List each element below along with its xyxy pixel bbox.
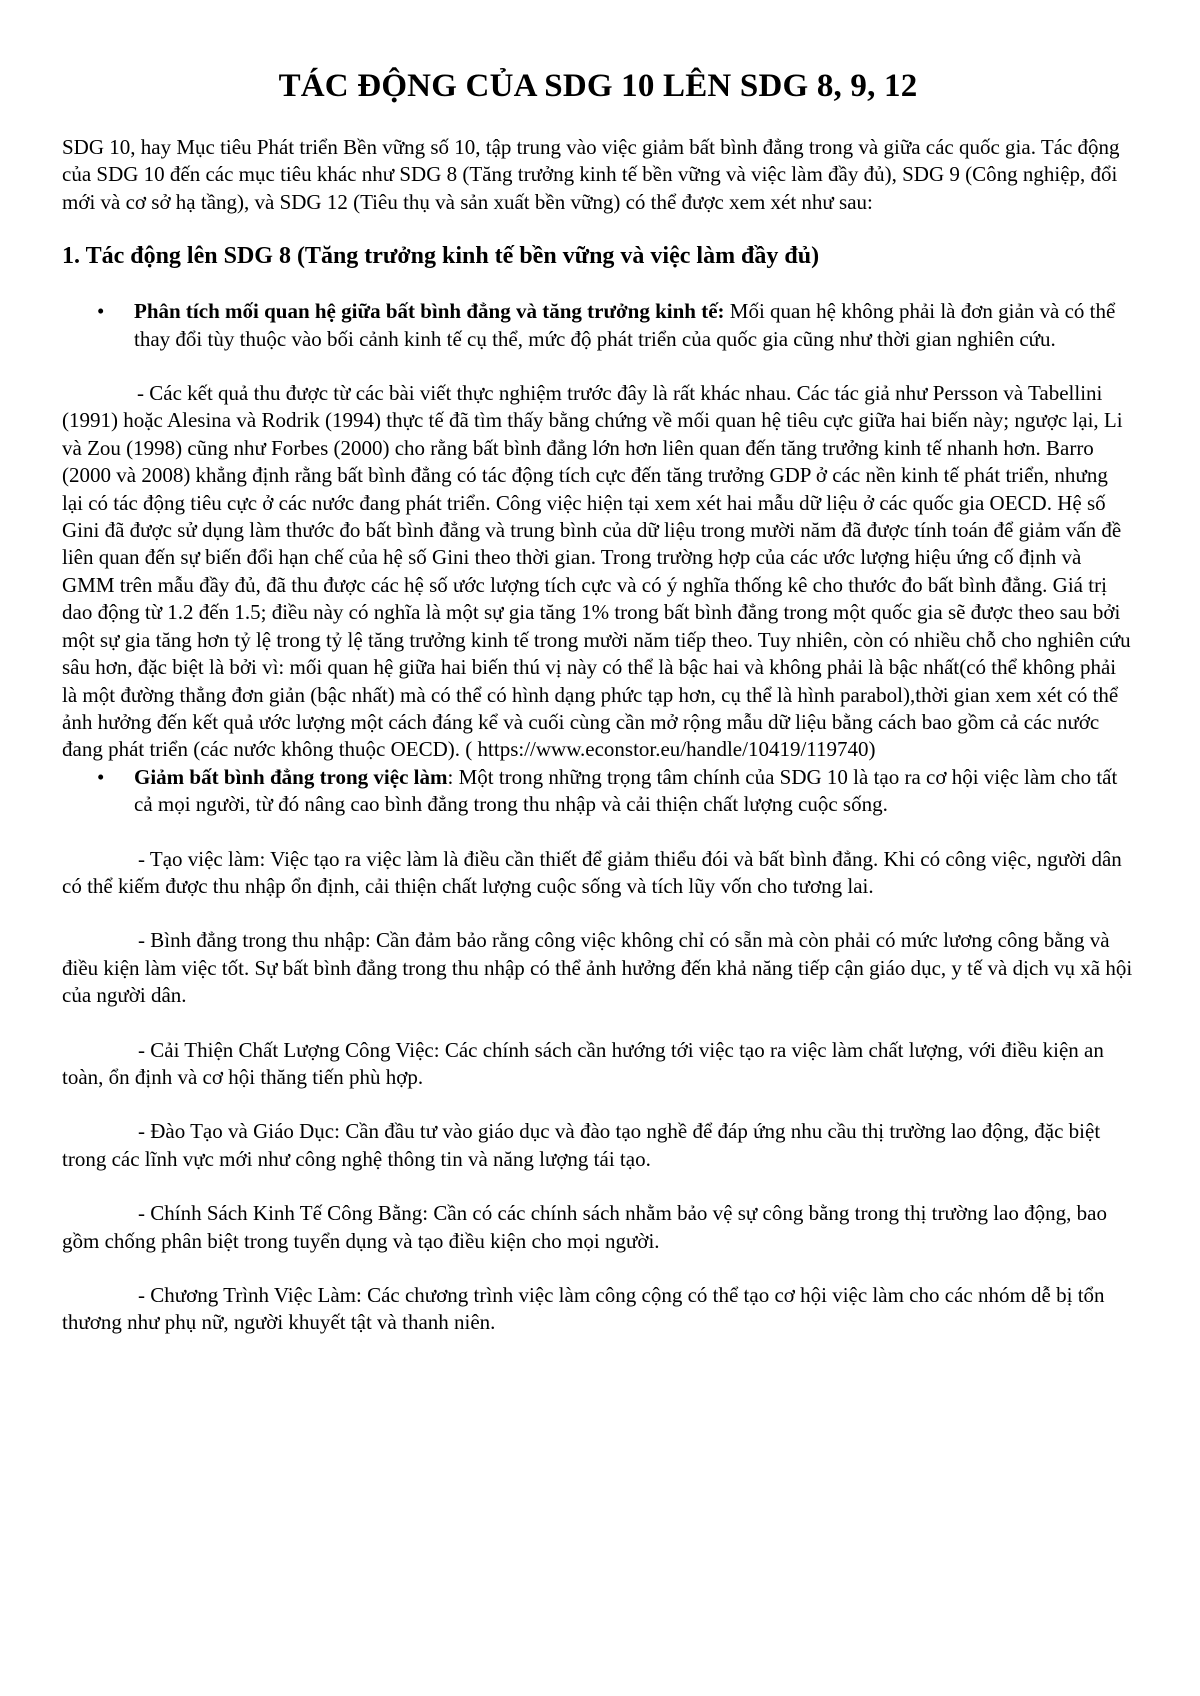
bullet-text [134, 299, 1115, 350]
research-paragraph: - Các kết quả thu được từ các bài viết thực nghiệm trước đây là rất khác nhau. Các tác giả như Persson và Tabellini (1991) hoặc Alesina và Rodrik (1994) thực tế đã tìm thấy bằng chứng về mối quan hệ tiêu cực giữa hai biến này; ngược lại, Li và Zou (1998) cũng như Forbes (2000) cho rằng bất bình đẳng lớn hơn liên quan đến tăng trưởng kinh tế nhanh hơn. Barro (2000 và 2008) khẳng định rằng bất bình đẳng có tác động tích cực đến tăng trưởng GDP ở các nền kinh tế phát triển, nhưng lại có tác động tiêu cực ở các nước đang phát triển. Công việc hiện tại xem xét hai mẫu dữ liệu ở các quốc gia OECD. Hệ số Gini đã được sử dụng làm thước đo bất bình đẳng và trung bình của dữ liệu trong mười năm đã được tính toán để giảm vấn đề liên quan đến sự biến đổi hạn chế của hệ số Gini theo thời gian. Trong trường hợp của các ước lượng hiệu ứng cố định và GMM trên mẫu đầy đủ, đã thu được các hệ số ước lượng tích cực và có ý nghĩa thống kê cho thước đo bất bình đẳng. Giá trị dao động từ 1.2 đến 1.5; điều này có nghĩa là một sự gia tăng 1% trong bất bình đẳng trong một quốc gia sẽ được theo sau bởi một sự gia tăng hơn tỷ lệ trong tỷ lệ tăng trưởng kinh tế trong mười năm tiếp theo. Tuy nhiên, còn có nhiều chỗ cho nghiên cứu sâu hơn, đặc biệt là bởi vì: mối quan hệ giữa hai biến thú vị này có thể là bậc hai và không phải là bậc nhất(có thể không phải là một đường thẳng đơn giản (bậc nhất) mà có thể có hình dạng phức tạp hơn, cụ thể là hình parabol),thời gian xem xét có thể ảnh hưởng đến kết quả ước lượng một cách đáng kể và cuối cùng cần mở rộng mẫu dữ liệu bằng cách bao gồm cả các nước đang phát triển (các nước không thuộc OECD). ( https://www.econstor.eu/handle/10419/119740) [62, 381, 1131, 762]
section-heading-sdg8: 1. Tác động lên SDG 8 (Tăng trưởng kinh tế bền vững và việc làm đầy đủ) [62, 243, 820, 270]
bullet-icon: • [97, 299, 105, 324]
bullet-bold-lead: Phân tích mối quan hệ giữa bất bình đẳng và tăng trưởng kinh tế: [134, 299, 725, 324]
sub-item-income-equality: - Bình đẳng trong thu nhập: Cần đảm bảo rằng công việc không chỉ có sẵn mà còn phải có mức lương công bằng và điều kiện làm việc tốt. Sự bất bình đẳng trong thu nhập có thể ảnh hưởng đến khả năng tiếp cận giáo dục, y tế và dịch vụ xã hội của người dân. [62, 928, 1133, 1008]
sub-item-fair-policy: - Chính Sách Kinh Tế Công Bằng: Cần có các chính sách nhằm bảo vệ sự công bằng trong thị trường lao động, bao gồm chống phân biệt trong tuyển dụng và tạo điều kiện cho mọi người. [62, 1201, 1107, 1253]
list-item [62, 298, 1134, 353]
document-title: TÁC ĐỘNG CỦA SDG 10 LÊN SDG 8, 9, 12 [278, 68, 918, 104]
sub-item-job-quality: - Cải Thiện Chất Lượng Công Việc: Các chính sách cần hướng tới việc tạo ra việc làm chất lượng, với điều kiện an toàn, ổn định và cơ hội thăng tiến phù hợp. [62, 1037, 1104, 1089]
bullet-bold-lead: Giảm bất bình đẳng trong việc làm [134, 764, 448, 789]
bullet-icon: • [97, 764, 105, 789]
intro-paragraph: SDG 10, hay Mục tiêu Phát triển Bền vững số 10, tập trung vào việc giảm bất bình đẳng trong và giữa các quốc gia. Tác động của SDG 10 đến các mục tiêu khác như SDG 8 (Tăng trưởng kinh tế bền vững và việc làm đầy đủ), SDG 9 (Công nghiệp, đổi mới và cơ sở hạ tầng), và SDG 12 (Tiêu thụ và sản xuất bền vững) có thể được xem xét như sau: [62, 135, 1120, 214]
bullet-list [62, 298, 1134, 353]
bullet-text [134, 765, 1117, 816]
list-item [62, 764, 1134, 819]
sub-item-training-education: - Đào Tạo và Giáo Dục: Cần đầu tư vào giáo dục và đào tạo nghề để đáp ứng nhu cầu thị trường lao động, đặc biệt trong các lĩnh vực mới như công nghệ thông tin và năng lượng tái tạo. [62, 1119, 1101, 1171]
bullet-body: : Một trong những trọng tâm chính của SDG 10 là tạo ra cơ hội việc làm cho tất cả mọi người, từ đó nâng cao bình đẳng trong thu nhập và cải thiện chất lượng cuộc sống. [134, 764, 1118, 817]
sub-item-job-creation: - Tạo việc làm: Việc tạo ra việc làm là điều cần thiết để giảm thiểu đói và bất bình đẳng. Khi có công việc, người dân có thể kiếm được thu nhập ổn định, cải thiện chất lượng cuộc sống và tích lũy vốn cho tương lai. [62, 846, 1122, 898]
bullet-body: Mối quan hệ không phải là đơn giản và có thể thay đổi tùy thuộc vào bối cảnh kinh tế cụ thể, mức độ phát triển của quốc gia cũng như thời gian nghiên cứu. [134, 299, 1116, 351]
sub-item-job-programs: - Chương Trình Việc Làm: Các chương trình việc làm công cộng có thể tạo cơ hội việc làm cho các nhóm dễ bị tổn thương như phụ nữ, người khuyết tật và thanh niên. [62, 1283, 1105, 1335]
bullet-list [62, 764, 1134, 819]
